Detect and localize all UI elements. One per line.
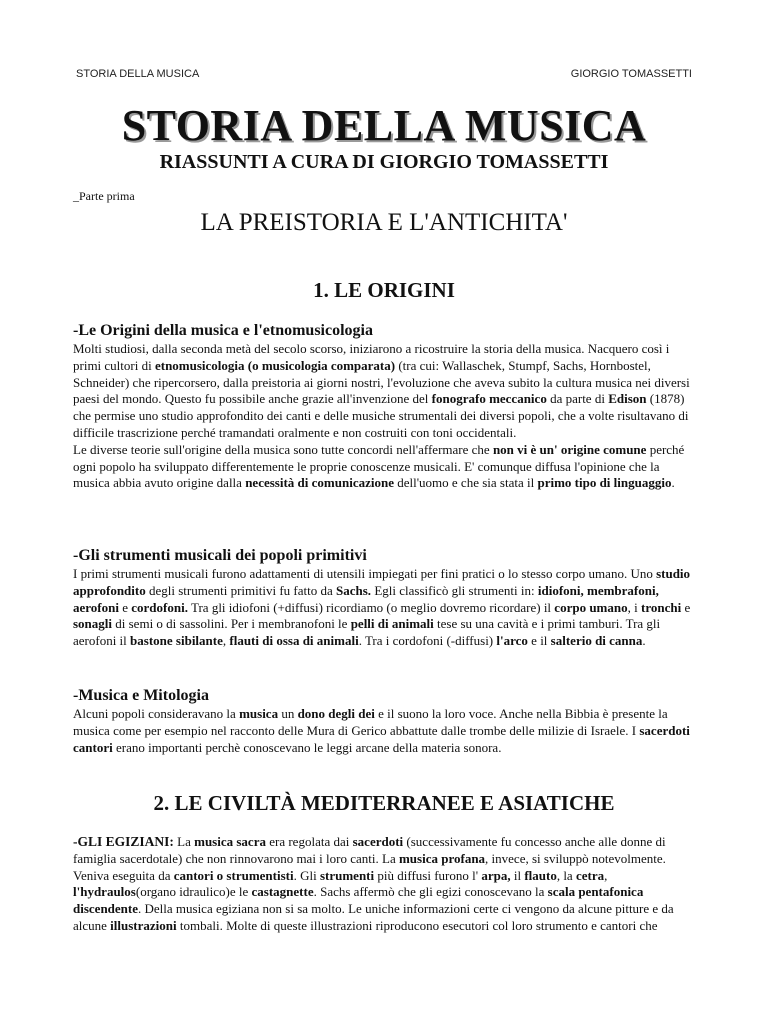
bold-term: castagnette bbox=[251, 884, 314, 900]
bold-term: dono degli dei bbox=[297, 706, 375, 721]
bold-term: studio approfondito bbox=[73, 566, 691, 598]
bold-term: salterio di canna bbox=[550, 633, 643, 649]
bold-term: illustrazioni bbox=[110, 917, 177, 933]
bold-term: sacerdoti bbox=[352, 834, 404, 849]
document-title: STORIA DELLA MUSICA bbox=[121, 101, 647, 150]
bold-term: necessità di comunicazione bbox=[245, 475, 394, 491]
header-right: GIORGIO TOMASSETTI bbox=[570, 68, 692, 80]
bold-term: l'arco bbox=[496, 633, 528, 649]
header-left: STORIA DELLA MUSICA bbox=[76, 68, 200, 80]
bold-term: strumenti bbox=[319, 867, 375, 883]
section-strumenti-primitivi bbox=[73, 546, 695, 650]
bold-term: idiofoni, membrafoni, aerofoni bbox=[73, 582, 659, 615]
section-body: -GLI EGIZIANI: La musica sacra era regolata dai sacerdoti (successivamente fu concesso anche alle donne di famiglia sacerdotale) che non rinnovarono mai i loro canti. La musica profana, invece, si sviluppò notevolmente. Veniva eseguita da cantori o strumentisti. Gli strumenti più diffusi furono l' arpa, il flauto, la cetra, l'hydraulos(organo idraulico)e le castagnette. Sachs affermò che gli egizi conoscevano la scala pentafonica discendente. Della musica egiziana non si sa molto. Le uniche informazioni certe ci vengono da alcune pitture e da alcune illustrazioni tombali. Molte di queste illustrazioni riproducono esecutori col loro strumento e cantori che bbox=[73, 834, 674, 933]
bold-term: corpo umano bbox=[554, 599, 628, 615]
bold-term: flauti di ossa di animali bbox=[229, 633, 359, 649]
bold-term: primo tipo di linguaggio bbox=[537, 475, 672, 491]
bold-term: pelli di animali bbox=[350, 616, 434, 632]
bold-term: cetra bbox=[575, 867, 605, 883]
bold-term: fonografo meccanico bbox=[431, 391, 547, 407]
part-label: _Parte prima bbox=[73, 189, 135, 203]
bold-term: scala pentafonica discendente bbox=[73, 884, 644, 917]
bold-term: cordofoni. bbox=[131, 599, 188, 615]
bold-term: tronchi bbox=[640, 599, 682, 615]
bold-term: flauto bbox=[524, 867, 557, 883]
bold-term: cantori o strumentisti bbox=[173, 867, 294, 883]
document-subtitle: RIASSUNTI A CURA DI GIORGIO TOMASSETTI bbox=[159, 151, 609, 173]
bold-term: arpa, bbox=[481, 867, 511, 883]
bold-term: musica sacra bbox=[194, 834, 266, 849]
bold-term: sonagli bbox=[73, 616, 113, 632]
bold-term: musica bbox=[239, 706, 279, 721]
bold-term: musica profana bbox=[398, 850, 486, 866]
section-heading: -Le Origini della musica e l'etnomusicologia bbox=[73, 322, 373, 339]
section-body: Alcuni popoli consideravano la musica un dono degli dei e il suono la loro voce. Anche nella Bibbia è presente la musica come per esempio nel racconto delle Mura di Gerico abbattute dalle trombe delle milizie di Israele. I sacerdoti cantori erano importanti perchè conoscevano le leggi arcane della materia sonora. bbox=[73, 706, 690, 755]
part-title: LA PREISTORIA E L'ANTICHITA' bbox=[200, 209, 568, 236]
section-body: I primi strumenti musicali furono adattamenti di utensili impiegati per fini pratici o lo stesso corpo umano. Uno studio approfondito degli strumenti primitivi fu fatto da Sachs. Egli classificò gli strumenti in: idiofoni, membrafoni, aerofoni e cordofoni. Tra gli idiofoni (+diffusi) ricordiamo (o meglio dovremo ricordare) il corpo umano, i tronchi e sonagli di semi o di sassolini. Per i membranofoni le pelli di animali tese su una cavità e i primi tamburi. Tra gli aerofoni il bastone sibilante, flauti di ossa di animali. Tra i cordofoni (-diffusi) l'arco e il salterio di canna. bbox=[73, 566, 691, 649]
bold-term: Edison bbox=[608, 391, 647, 407]
bold-term: non vi è un' origine comune bbox=[492, 441, 647, 457]
bold-term: -GLI EGIZIANI: bbox=[73, 834, 174, 849]
section-heading: -Musica e Mitologia bbox=[73, 687, 209, 704]
bold-term: l'hydraulos bbox=[73, 884, 136, 900]
section-egiziani bbox=[73, 834, 695, 935]
section-musica-mitologia bbox=[73, 686, 695, 756]
bold-term: Sachs. bbox=[336, 582, 372, 598]
bold-term: etnomusicologia (o musicologia comparata) bbox=[154, 357, 396, 373]
chapter-title: 1. LE ORIGINI bbox=[313, 278, 455, 302]
bold-term: sacerdoti cantori bbox=[73, 722, 690, 755]
bold-term: bastone sibilante bbox=[130, 633, 223, 649]
chapter-title: 2. LE CIVILTÀ MEDITERRANEE E ASIATICHE bbox=[153, 791, 615, 815]
section-body: Molti studiosi, dalla seconda metà del secolo scorso, iniziarono a ricostruire la storia della musica. Nacquero così i primi cultori di etnomusicologia (o musicologia comparata) (tra cui: Wallaschek, Stumpf, Sachs, Hornbostel, Schneider) che ripercorsero, dalla preistoria ai giorni nostri, l'evoluzione che aveva subito la cultura musica nei diversi paesi del mondo. Questo fu possibile anche grazie all'invenzione del fonografo meccanico da parte di Edison (1878) che permise uno studio approfondito dei canti e delle musiche strumentali dei diversi popoli, che a volte risultavano di difficile trascrizione perché tramandati oralmente e non costruiti con toni occidentali. Le diverse teorie sull'origine della musica sono tutte concordi nell'affermare che non vi è un' origine comune perché ogni popolo ha sviluppato differentemente le proprie conoscenze musicali. E' comunque diffusa l'opinione che la musica abbia avuto origine dalla necessità di comunicazione dell'uomo e che sia stata il primo tipo di linguaggio. bbox=[73, 341, 690, 491]
section-heading: -Gli strumenti musicali dei popoli primitivi bbox=[73, 547, 367, 564]
section-origini bbox=[73, 321, 695, 492]
